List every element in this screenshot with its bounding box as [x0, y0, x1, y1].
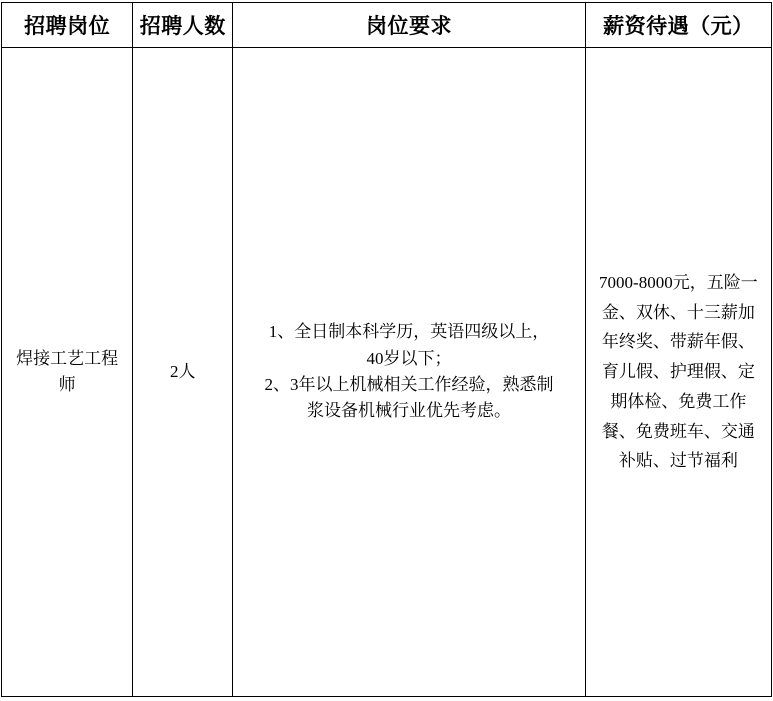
document-page [0, 2, 773, 701]
requirement-line: 2、3年以上机械相关工作经验，熟悉制 [264, 375, 554, 394]
table-row [2, 48, 772, 697]
cell-position [2, 48, 133, 697]
requirement-line: 1、全日制本科学历，英语四级以上， [268, 322, 550, 342]
salary-text: 7000-8000元，五险一金、双休、十三薪加年终奖、带薪年假、育儿假、护理假、定期体检、免费工作餐、免费班车、交通补贴、过节福利 [599, 272, 758, 471]
table-header-row [2, 3, 772, 48]
cell-requirements [233, 48, 585, 697]
requirements-text [233, 315, 584, 428]
cell-salary [585, 48, 771, 697]
header-cell-salary [585, 3, 771, 48]
header-label-position: 招聘岗位 [24, 14, 111, 38]
header-label-requirements: 岗位要求 [366, 14, 452, 38]
header-cell-position [2, 3, 133, 48]
requirement-line: 浆设备机械行业优先考虑。 [307, 401, 511, 421]
count-text: 2人 [169, 361, 196, 381]
position-text: 焊接工艺工程师 [16, 348, 119, 394]
header-label-count: 招聘人数 [139, 14, 226, 38]
header-cell-count [133, 3, 233, 48]
recruitment-table [1, 2, 772, 697]
header-label-salary: 薪资待遇（元） [603, 14, 754, 38]
header-cell-requirements [233, 3, 585, 48]
cell-count [133, 48, 233, 697]
requirement-line: 40岁以下； [366, 348, 452, 368]
